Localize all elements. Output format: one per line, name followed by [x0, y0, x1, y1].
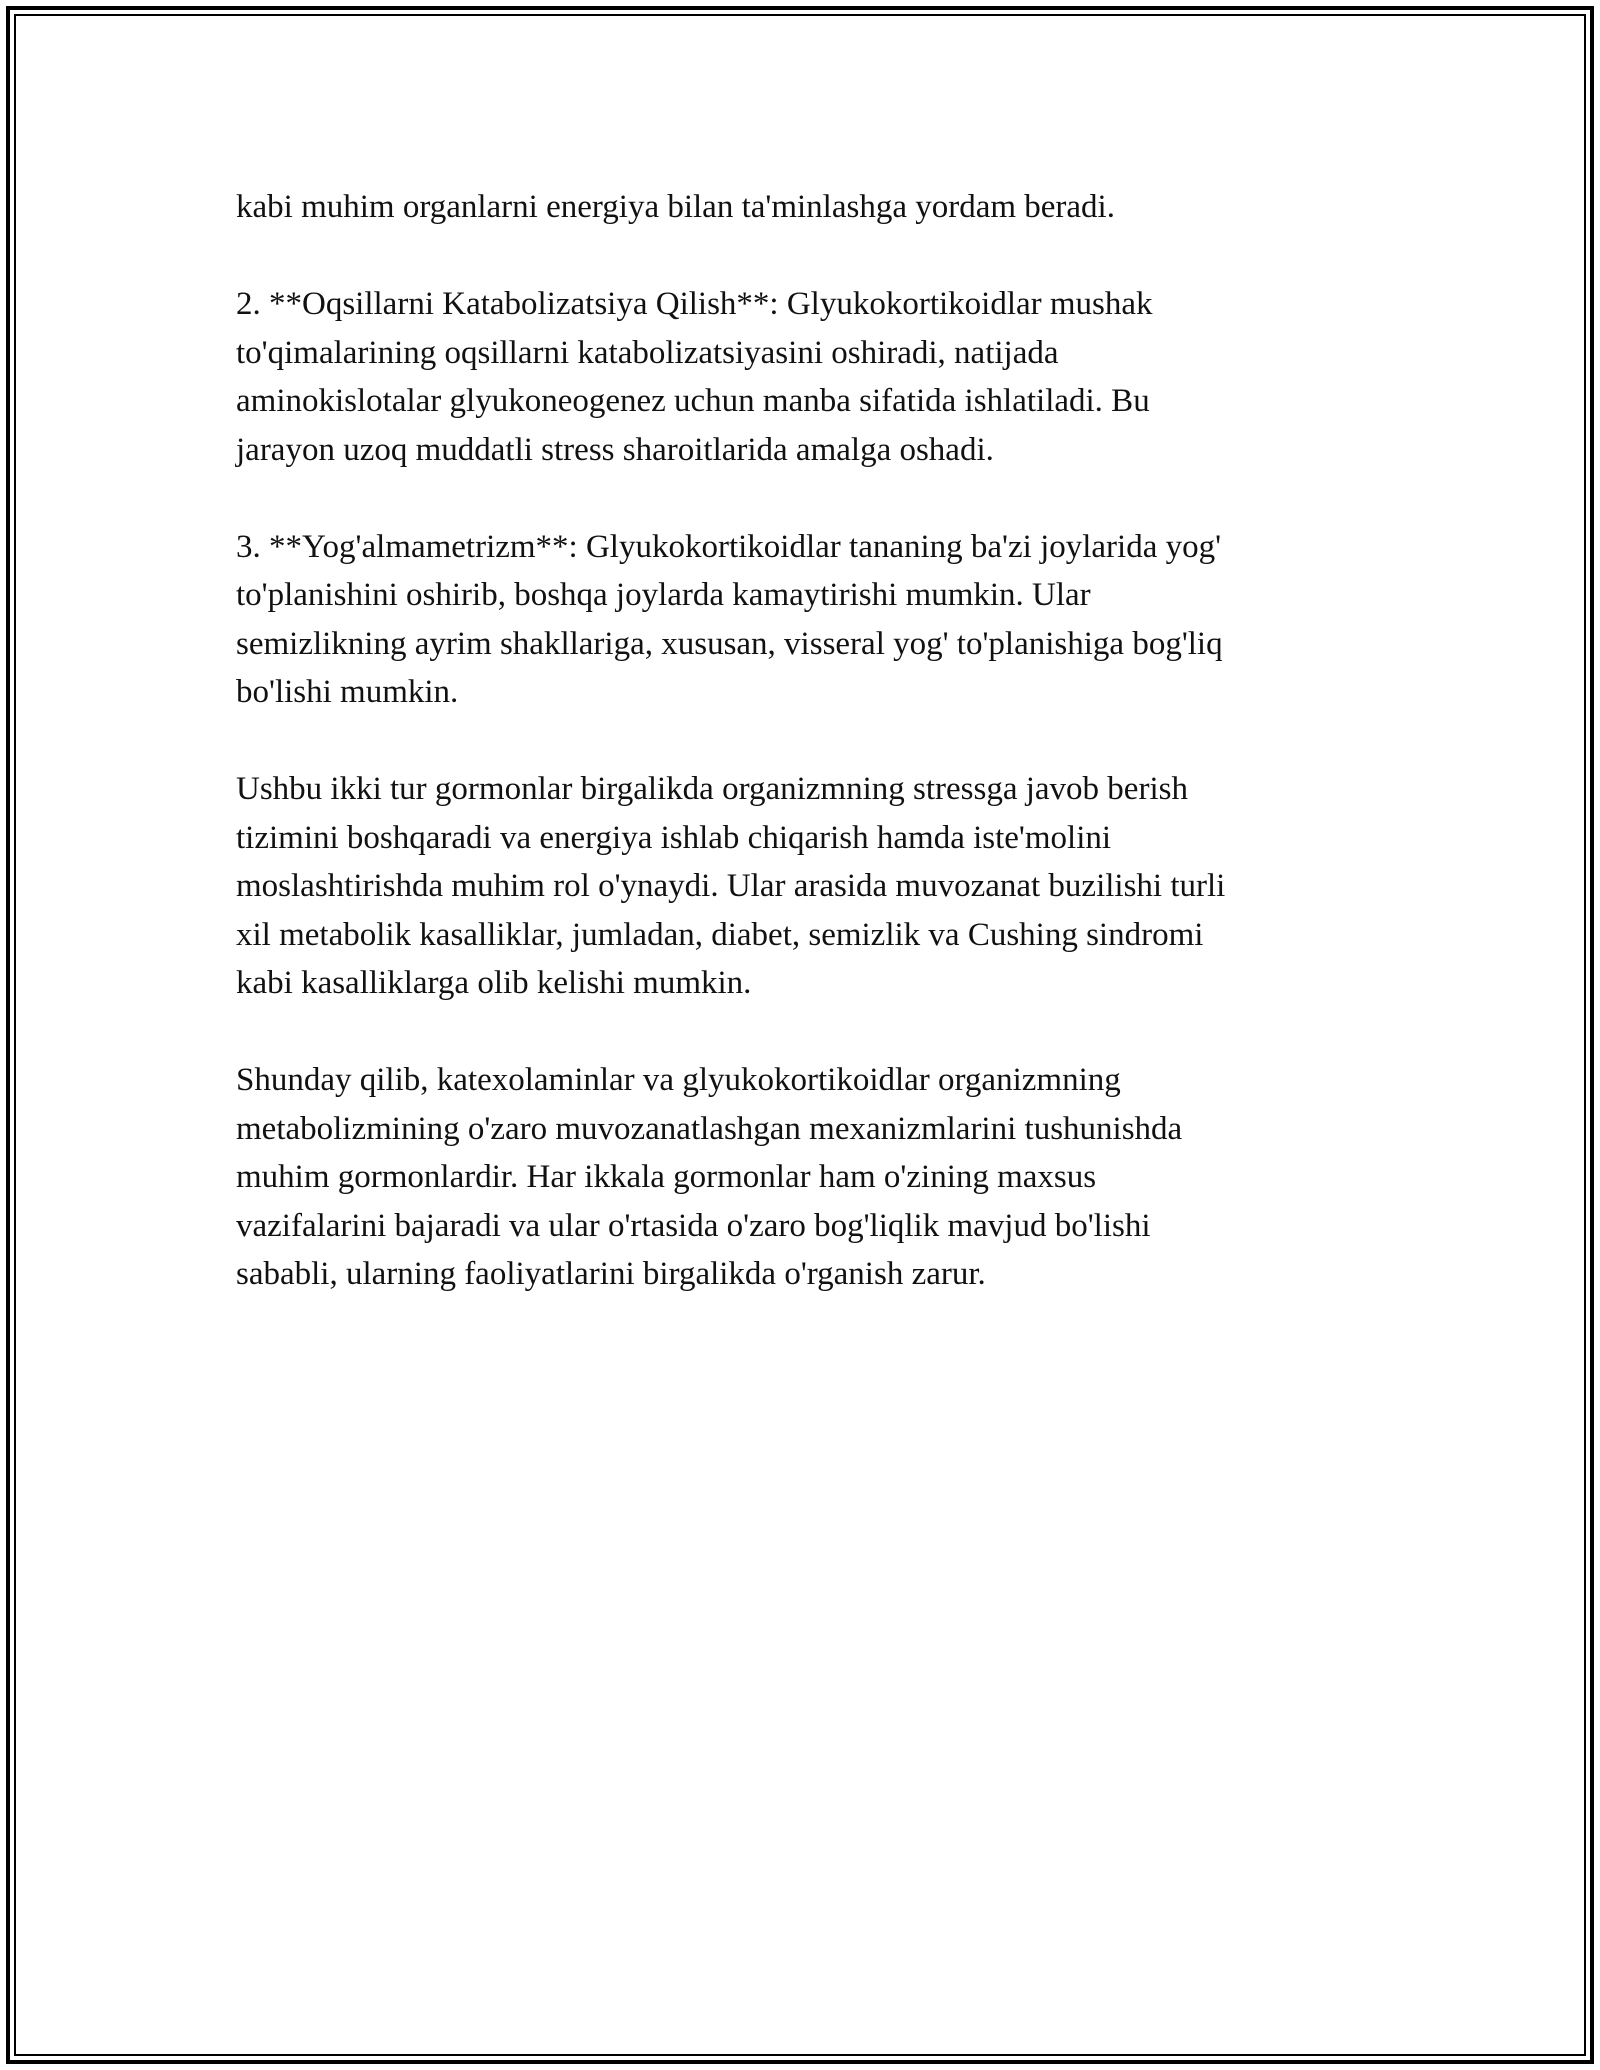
text-line: bo'lishi mumkin. — [236, 674, 459, 710]
text-line: metabolizmining o'zaro muvozanatlashgan mexanizmlarini tushunishda — [236, 1110, 1183, 1147]
text-line: kabi kasalliklarga olib kelishi mumkin. — [236, 965, 752, 1001]
text-line: to'qimalarining oqsillarni katabolizatsiyasini oshiradi, natijada — [236, 334, 1059, 371]
text-line: moslashtirishda muhim rol o'ynaydi. Ular arasida muvozanat buzilishi turli — [236, 868, 1226, 904]
text-line: semizlikning ayrim shakllariga, xususan, visseral yog' to'planishiga bog'liq — [236, 625, 1223, 662]
paragraph-protein-catabolism — [236, 280, 1376, 474]
document-body — [236, 183, 1376, 1347]
paragraph-hormone-interaction — [236, 765, 1376, 1008]
text-line: 3. **Yog'almametrizm**: Glyukokortikoidlar tananing ba'zi joylarida yog' — [236, 528, 1222, 565]
text-line: vazifalarini bajaradi va ular o'rtasida o'zaro bog'liqlik mavjud bo'lishi — [236, 1207, 1151, 1244]
text-line: muhim gormonlardir. Har ikkala gormonlar ham o'zining maxsus — [236, 1159, 1097, 1195]
text-line: 2. **Oqsillarni Katabolizatsiya Qilish**: Glyukokortikoidlar mushak — [236, 286, 1153, 322]
text-line: jarayon uzoq muddatli stress sharoitlarida amalga oshadi. — [236, 431, 994, 468]
paragraph-fat-metabolism — [236, 523, 1376, 717]
text-line: sababli, ularning faoliyatlarini birgalikda o'rganish zarur. — [236, 1256, 986, 1292]
text-line: Ushbu ikki tur gormonlar birgalikda organizmning stressga javob berish — [236, 771, 1188, 807]
text-line: kabi muhim organlarni energiya bilan ta'minlashga yordam beradi. — [236, 189, 1115, 225]
text-line: xil metabolik kasalliklar, jumladan, diabet, semizlik va Cushing sindromi — [236, 916, 1204, 953]
text-line: to'planishini oshirib, boshqa joylarda kamaytirishi mumkin. Ular — [236, 577, 1091, 613]
paragraph-conclusion — [236, 1056, 1376, 1299]
text-line: Shunday qilib, katexolaminlar va glyukokortikoidlar organizmning — [236, 1062, 1121, 1098]
paragraph-intro-continuation — [236, 183, 1376, 232]
text-line: aminokislotalar glyukoneogenez uchun manba sifatida ishlatiladi. Bu — [236, 383, 1150, 419]
text-line: tizimini boshqaradi va energiya ishlab chiqarish hamda iste'molini — [236, 819, 1112, 856]
